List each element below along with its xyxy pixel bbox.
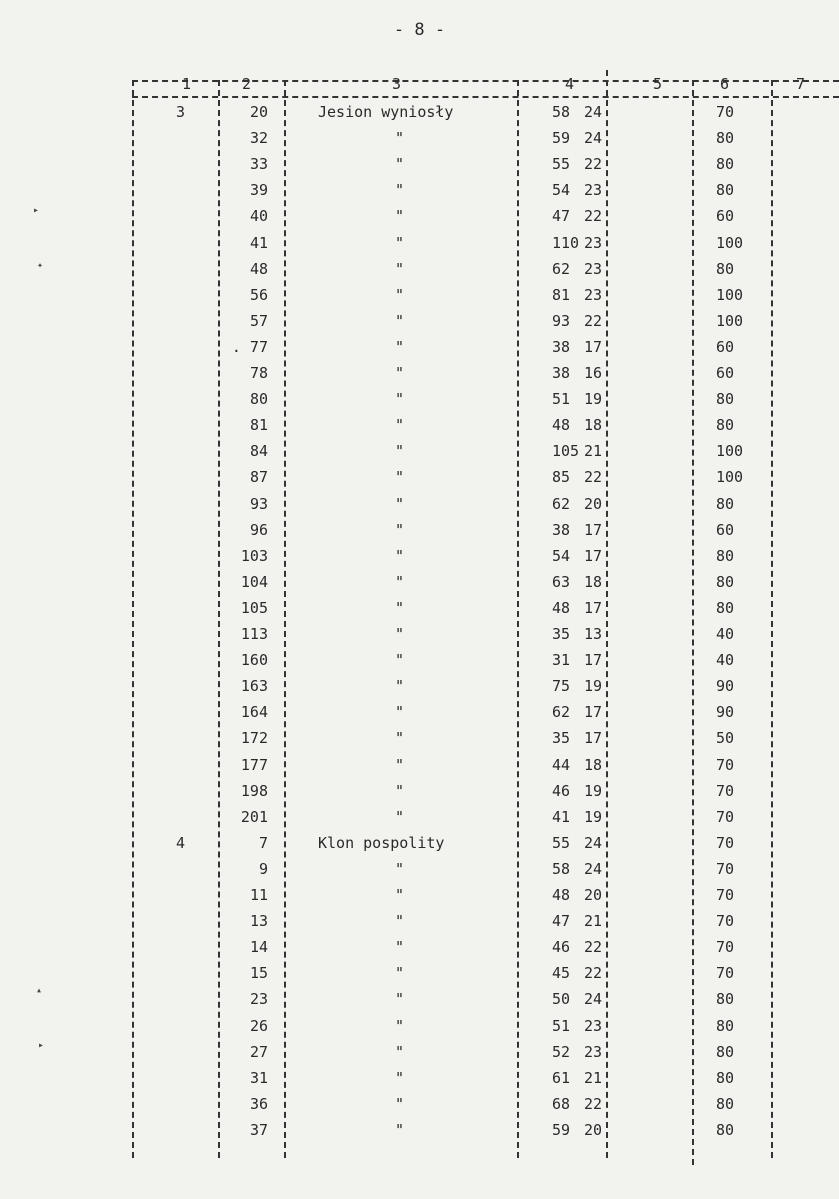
table-cell-c3: Klon pospolity bbox=[318, 834, 445, 852]
table-cell-c6: 70 bbox=[716, 964, 735, 982]
table-cell-c2: 198 bbox=[240, 782, 268, 800]
table-cell-c4: 41 bbox=[552, 808, 571, 826]
table-cell-c2: 56 bbox=[249, 286, 268, 304]
table-cell-c2: 33 bbox=[249, 155, 268, 173]
table-cell-c5: 22 bbox=[583, 155, 602, 173]
table-cell-c6: 60 bbox=[716, 207, 735, 225]
table-cell-c3: " bbox=[395, 416, 405, 434]
table-cell-c5: 18 bbox=[583, 573, 602, 591]
table-cell-c6: 80 bbox=[716, 1095, 735, 1113]
table-cell-c3: " bbox=[395, 756, 405, 774]
table-cell-c3: " bbox=[395, 547, 405, 565]
scan-speck: ▸ bbox=[33, 205, 40, 216]
table-cell-c2: 172 bbox=[240, 729, 268, 747]
column-rule-left bbox=[132, 80, 134, 1158]
table-cell-c4: 55 bbox=[552, 155, 571, 173]
table-cell-c3: " bbox=[395, 651, 405, 669]
table-cell-c4: 63 bbox=[552, 573, 571, 591]
table-cell-c6: 80 bbox=[716, 495, 735, 513]
table-cell-c3: " bbox=[395, 286, 405, 304]
table-cell-c5: 23 bbox=[583, 234, 602, 252]
table-cell-c3: " bbox=[395, 703, 405, 721]
table-cell-c2: 87 bbox=[249, 468, 268, 486]
table-cell-c3: " bbox=[395, 677, 405, 695]
table-cell-c6: 50 bbox=[716, 729, 735, 747]
header-col-2: 2 bbox=[242, 75, 252, 93]
table-cell-c5: 18 bbox=[583, 756, 602, 774]
table-cell-c5: 23 bbox=[583, 1043, 602, 1061]
table-cell-c3: " bbox=[395, 338, 405, 356]
table-cell-c4: 35 bbox=[552, 625, 571, 643]
table-cell-c6: 80 bbox=[716, 1017, 735, 1035]
table-cell-c6: 70 bbox=[716, 808, 735, 826]
table-cell-c3: Jesion wyniosły bbox=[318, 103, 454, 121]
table-cell-c6: 80 bbox=[716, 1043, 735, 1061]
table-cell-c5: 23 bbox=[583, 181, 602, 199]
table-cell-c5: 20 bbox=[583, 886, 602, 904]
table-cell-c3: " bbox=[395, 260, 405, 278]
table-cell-c3: " bbox=[395, 312, 405, 330]
table-cell-c2: 14 bbox=[249, 938, 268, 956]
table-cell-c2: 32 bbox=[249, 129, 268, 147]
table-cell-c5: 19 bbox=[583, 782, 602, 800]
column-rule-2-3 bbox=[284, 80, 286, 1158]
table-cell-c2: 163 bbox=[240, 677, 268, 695]
table-cell-c6: 80 bbox=[716, 1121, 735, 1139]
table-cell-c4: 62 bbox=[552, 495, 571, 513]
table-cell-c6: 80 bbox=[716, 599, 735, 617]
table-cell-c2: 48 bbox=[249, 260, 268, 278]
table-cell-c5: 22 bbox=[583, 207, 602, 225]
table-cell-c1: 3 bbox=[176, 103, 186, 121]
table-cell-c2: 96 bbox=[249, 521, 268, 539]
table-cell-c2: 23 bbox=[249, 990, 268, 1008]
table-cell-c4: 110 bbox=[552, 234, 580, 252]
table-cell-c4: 62 bbox=[552, 260, 571, 278]
header-col-7: 7 bbox=[796, 75, 806, 93]
table-cell-c4: 105 bbox=[552, 442, 580, 460]
header-top-rule bbox=[132, 80, 839, 82]
table-cell-c6: 100 bbox=[716, 442, 744, 460]
table-cell-c3: " bbox=[395, 234, 405, 252]
table-cell-c3: " bbox=[395, 886, 405, 904]
table-cell-c2: 11 bbox=[249, 886, 268, 904]
table-cell-c4: 47 bbox=[552, 912, 571, 930]
table-cell-c2: 31 bbox=[249, 1069, 268, 1087]
header-col-3: 3 bbox=[392, 75, 402, 93]
table-cell-c6: 70 bbox=[716, 860, 735, 878]
table-cell-c6: 70 bbox=[716, 886, 735, 904]
table-cell-c6: 80 bbox=[716, 416, 735, 434]
table-cell-c3: " bbox=[395, 782, 405, 800]
table-cell-c6: 80 bbox=[716, 990, 735, 1008]
table-cell-c3: " bbox=[395, 912, 405, 930]
table-cell-c5: 17 bbox=[583, 729, 602, 747]
table-cell-c6: 70 bbox=[716, 103, 735, 121]
table-cell-c3: " bbox=[395, 521, 405, 539]
table-cell-c6: 80 bbox=[716, 129, 735, 147]
table-cell-c3: " bbox=[395, 129, 405, 147]
table-cell-c5: 17 bbox=[583, 703, 602, 721]
table-cell-c4: 81 bbox=[552, 286, 571, 304]
table-cell-c2: 57 bbox=[249, 312, 268, 330]
table-cell-c3: " bbox=[395, 573, 405, 591]
table-cell-c6: 100 bbox=[716, 468, 744, 486]
table-cell-c4: 51 bbox=[552, 1017, 571, 1035]
column-rule-6-7 bbox=[771, 80, 773, 1158]
table-cell-c5: 23 bbox=[583, 1017, 602, 1035]
table-cell-c6: 90 bbox=[716, 677, 735, 695]
table-cell-c2: 36 bbox=[249, 1095, 268, 1113]
table-cell-c4: 62 bbox=[552, 703, 571, 721]
table-cell-c6: 80 bbox=[716, 155, 735, 173]
table-cell-c5: 20 bbox=[583, 1121, 602, 1139]
table-cell-c5: 22 bbox=[583, 964, 602, 982]
table-cell-c4: 58 bbox=[552, 860, 571, 878]
table-cell-c4: 61 bbox=[552, 1069, 571, 1087]
table-cell-c5: 21 bbox=[583, 1069, 602, 1087]
column-rule-1-2 bbox=[218, 80, 220, 1158]
table-cell-c4: 59 bbox=[552, 129, 571, 147]
table-cell-c4: 46 bbox=[552, 938, 571, 956]
table-cell-c6: 70 bbox=[716, 756, 735, 774]
table-cell-c5: 16 bbox=[583, 364, 602, 382]
table-cell-c5: 23 bbox=[583, 260, 602, 278]
header-col-5: 5 bbox=[653, 75, 663, 93]
table-cell-c2: 104 bbox=[240, 573, 268, 591]
table-cell-c6: 60 bbox=[716, 521, 735, 539]
table-cell-c5: 22 bbox=[583, 312, 602, 330]
table-cell-c5: 18 bbox=[583, 416, 602, 434]
header-col-6: 6 bbox=[720, 75, 730, 93]
table-cell-c3: " bbox=[395, 390, 405, 408]
table-cell-c4: 58 bbox=[552, 103, 571, 121]
table-cell-c4: 47 bbox=[552, 207, 571, 225]
column-rule-3-4 bbox=[517, 80, 519, 1158]
table-cell-c6: 100 bbox=[716, 312, 744, 330]
table-cell-c2: 201 bbox=[240, 808, 268, 826]
table-cell-c4: 35 bbox=[552, 729, 571, 747]
table-cell-c6: 80 bbox=[716, 390, 735, 408]
table-cell-c5: 21 bbox=[583, 912, 602, 930]
table-cell-c6: 90 bbox=[716, 703, 735, 721]
table-cell-c5: 17 bbox=[583, 599, 602, 617]
table-cell-c3: " bbox=[395, 938, 405, 956]
table-cell-c5: 17 bbox=[583, 651, 602, 669]
table-cell-c4: 38 bbox=[552, 364, 571, 382]
table-cell-c3: " bbox=[395, 207, 405, 225]
table-cell-c6: 70 bbox=[716, 912, 735, 930]
table-cell-c2: 93 bbox=[249, 495, 268, 513]
table-cell-c2: 103 bbox=[240, 547, 268, 565]
page-number: - 8 - bbox=[393, 20, 446, 40]
table-cell-c5: 22 bbox=[583, 468, 602, 486]
table-cell-c3: " bbox=[395, 808, 405, 826]
table-cell-c2: 105 bbox=[240, 599, 268, 617]
table-cell-c6: 100 bbox=[716, 234, 744, 252]
header-bottom-rule bbox=[132, 96, 839, 98]
table-cell-c3: " bbox=[395, 155, 405, 173]
table-cell-c3: " bbox=[395, 1121, 405, 1139]
table-cell-c2: 160 bbox=[240, 651, 268, 669]
table-cell-c6: 100 bbox=[716, 286, 744, 304]
table-cell-c6: 80 bbox=[716, 547, 735, 565]
table-cell-c4: 54 bbox=[552, 181, 571, 199]
table-cell-c2: 7 bbox=[258, 834, 268, 852]
table-cell-c4: 59 bbox=[552, 1121, 571, 1139]
scan-speck: ▸ bbox=[38, 1040, 45, 1051]
table-cell-c5: 24 bbox=[583, 129, 602, 147]
table-cell-c5: 22 bbox=[583, 1095, 602, 1113]
table-cell-c2: 164 bbox=[240, 703, 268, 721]
table-cell-c5: 23 bbox=[583, 286, 602, 304]
table-cell-c3: " bbox=[395, 625, 405, 643]
table-cell-c6: 80 bbox=[716, 260, 735, 278]
table-cell-c4: 48 bbox=[552, 886, 571, 904]
table-cell-c5: 19 bbox=[583, 808, 602, 826]
table-cell-c6: 70 bbox=[716, 782, 735, 800]
table-cell-c5: 17 bbox=[583, 521, 602, 539]
table-cell-c4: 50 bbox=[552, 990, 571, 1008]
table-cell-c6: 70 bbox=[716, 834, 735, 852]
scan-speck: ✦ bbox=[37, 260, 44, 271]
table-cell-c3: " bbox=[395, 495, 405, 513]
table-cell-c3: " bbox=[395, 990, 405, 1008]
table-cell-c6: 80 bbox=[716, 573, 735, 591]
table-cell-c4: 51 bbox=[552, 390, 571, 408]
column-rule-5-6 bbox=[692, 80, 694, 1165]
table-cell-c5: 22 bbox=[583, 938, 602, 956]
header-col-1: 1 bbox=[182, 75, 192, 93]
table-cell-c3: " bbox=[395, 468, 405, 486]
table-cell-c2: 177 bbox=[240, 756, 268, 774]
table-cell-c6: 80 bbox=[716, 181, 735, 199]
table-cell-c2: 84 bbox=[249, 442, 268, 460]
table-cell-c2: 113 bbox=[240, 625, 268, 643]
table-cell-c3: " bbox=[395, 1017, 405, 1035]
table-cell-c2: . 77 bbox=[231, 338, 268, 356]
table-cell-c4: 55 bbox=[552, 834, 571, 852]
table-cell-c4: 31 bbox=[552, 651, 571, 669]
table-cell-c6: 40 bbox=[716, 625, 735, 643]
table-cell-c6: 40 bbox=[716, 651, 735, 669]
table-cell-c4: 54 bbox=[552, 547, 571, 565]
table-cell-c5: 19 bbox=[583, 677, 602, 695]
table-cell-c4: 44 bbox=[552, 756, 571, 774]
table-cell-c3: " bbox=[395, 860, 405, 878]
table-cell-c4: 75 bbox=[552, 677, 571, 695]
table-cell-c4: 48 bbox=[552, 416, 571, 434]
table-cell-c5: 17 bbox=[583, 547, 602, 565]
table-cell-c5: 24 bbox=[583, 990, 602, 1008]
table-cell-c3: " bbox=[395, 364, 405, 382]
table-cell-c2: 20 bbox=[249, 103, 268, 121]
table-cell-c2: 80 bbox=[249, 390, 268, 408]
table-cell-c4: 46 bbox=[552, 782, 571, 800]
table-cell-c5: 24 bbox=[583, 860, 602, 878]
table-cell-c3: " bbox=[395, 599, 405, 617]
table-cell-c6: 60 bbox=[716, 364, 735, 382]
table-cell-c5: 21 bbox=[583, 442, 602, 460]
table-cell-c3: " bbox=[395, 964, 405, 982]
table-cell-c2: 37 bbox=[249, 1121, 268, 1139]
table-cell-c4: 68 bbox=[552, 1095, 571, 1113]
table-cell-c6: 70 bbox=[716, 938, 735, 956]
table-cell-c5: 13 bbox=[583, 625, 602, 643]
table-cell-c4: 93 bbox=[552, 312, 571, 330]
scan-speck: ▴ bbox=[36, 985, 43, 996]
table-cell-c3: " bbox=[395, 729, 405, 747]
column-rule-4-5 bbox=[606, 70, 608, 1158]
table-cell-c2: 9 bbox=[258, 860, 268, 878]
table-cell-c6: 60 bbox=[716, 338, 735, 356]
table-cell-c5: 19 bbox=[583, 390, 602, 408]
table-cell-c3: " bbox=[395, 1095, 405, 1113]
table-cell-c4: 45 bbox=[552, 964, 571, 982]
table-cell-c1: 4 bbox=[176, 834, 186, 852]
table-cell-c2: 15 bbox=[249, 964, 268, 982]
table-cell-c2: 41 bbox=[249, 234, 268, 252]
table-cell-c2: 13 bbox=[249, 912, 268, 930]
table-cell-c3: " bbox=[395, 1069, 405, 1087]
header-col-4: 4 bbox=[565, 75, 575, 93]
table-cell-c2: 78 bbox=[249, 364, 268, 382]
table-cell-c2: 40 bbox=[249, 207, 268, 225]
table-cell-c3: " bbox=[395, 442, 405, 460]
table-cell-c4: 38 bbox=[552, 338, 571, 356]
table-cell-c4: 38 bbox=[552, 521, 571, 539]
table-cell-c5: 17 bbox=[583, 338, 602, 356]
table-cell-c2: 26 bbox=[249, 1017, 268, 1035]
table-cell-c2: 27 bbox=[249, 1043, 268, 1061]
table-cell-c5: 24 bbox=[583, 834, 602, 852]
table-cell-c2: 39 bbox=[249, 181, 268, 199]
table-cell-c6: 80 bbox=[716, 1069, 735, 1087]
table-cell-c3: " bbox=[395, 1043, 405, 1061]
table-cell-c4: 85 bbox=[552, 468, 571, 486]
table-cell-c4: 48 bbox=[552, 599, 571, 617]
table-cell-c5: 24 bbox=[583, 103, 602, 121]
table-cell-c2: 81 bbox=[249, 416, 268, 434]
table-cell-c3: " bbox=[395, 181, 405, 199]
table-cell-c5: 20 bbox=[583, 495, 602, 513]
table-cell-c4: 52 bbox=[552, 1043, 571, 1061]
